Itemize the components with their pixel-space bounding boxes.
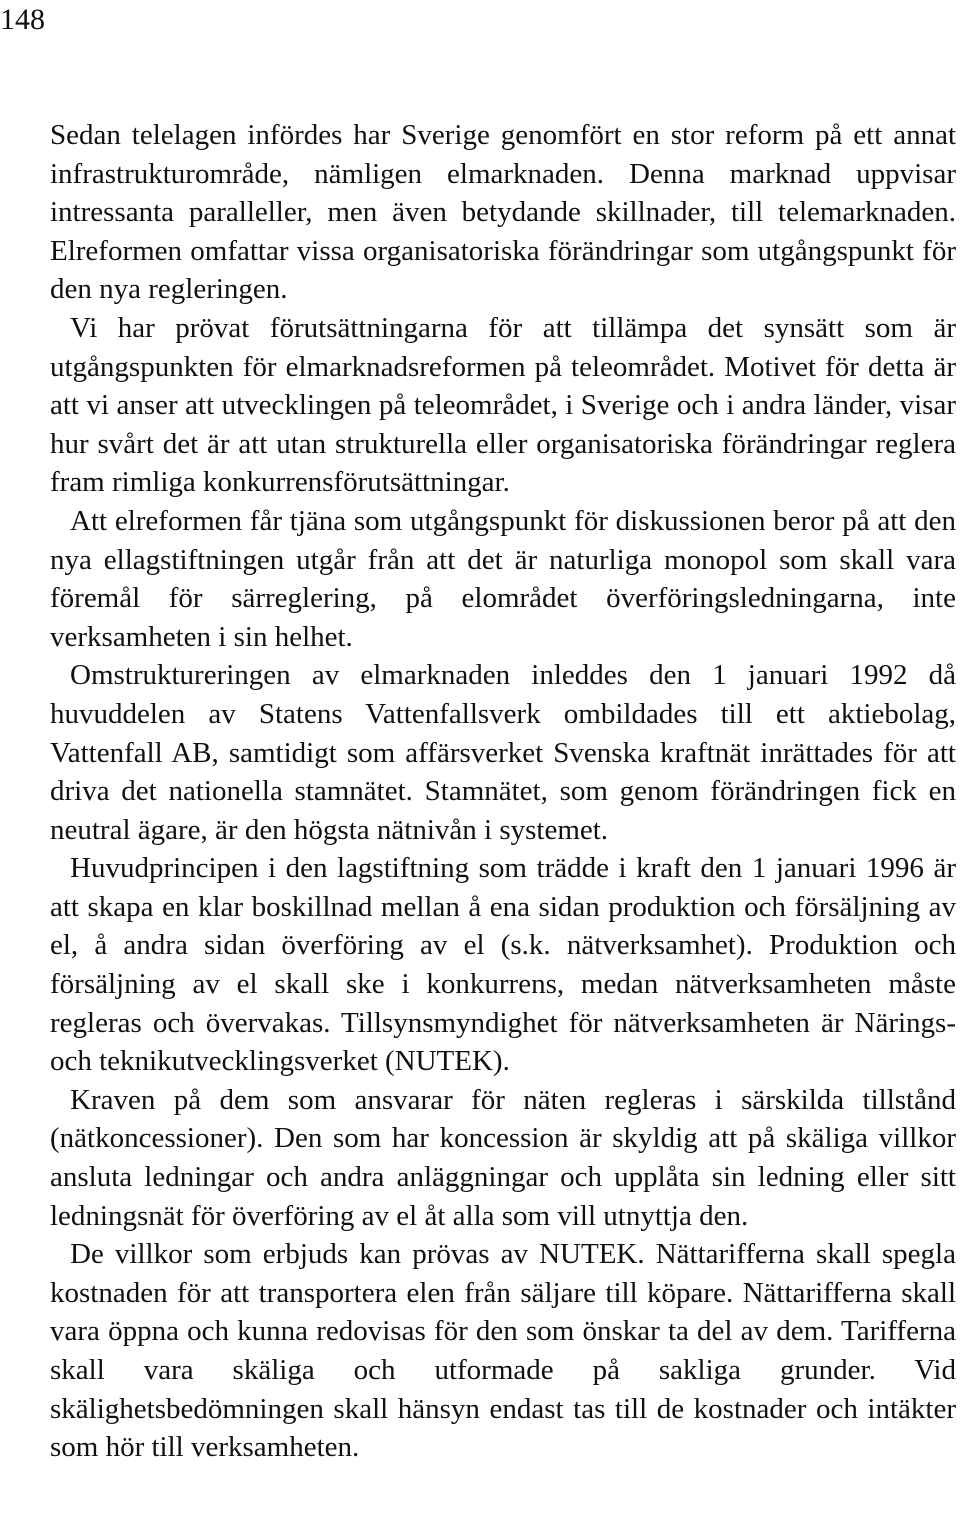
page-number: 148 <box>0 3 45 36</box>
paragraph: Kraven på dem som ansvarar för näten regleras i särskilda tillstånd (nätkoncessioner). Den som har koncession är skyldig att på skäliga villkor ansluta ledningar och andra anläggningar och upplåta sin ledning eller sitt ledningsnät för överföring av el åt alla som vill utnyttja den. <box>50 1083 956 1232</box>
paragraph: De villkor som erbjuds kan prövas av NUTEK. Nättarifferna skall spegla kostnaden för att transportera elen från säljare till köpare. Nättarifferna skall vara öppna och kunna redovisas för den som önskar ta del av dem. Tarifferna skall vara skäliga och utformade på sakliga grunder. Vid skälighetsbedömningen skall hänsyn endast tas till de kostnader och intäkter som hör till verksamheten. <box>50 1238 956 1464</box>
paragraph: Vi har prövat förutsättningarna för att tillämpa det synsätt som är utgångspunkten för elmarknadsreformen på teleområdet. Motivet för detta är att vi anser att utvecklingen på teleområdet, i Sverige och i andra länder, visar hur svårt det är att utan strukturella eller organisatoriska förändringar reglera fram rimliga konkurrensförutsättningar. <box>50 311 956 499</box>
paragraph: Sedan telelagen infördes har Sverige genomfört en stor reform på ett annat infrastrukturområde, nämligen elmarknaden. Denna marknad uppvisar intressanta paralleller, men även betydande skillnader, till telemarknaden. Elreformen omfattar vissa organisatoriska förändringar som utgångspunkt för den nya regleringen. <box>50 119 956 306</box>
body-text <box>50 116 956 1467</box>
paragraph: Huvudprincipen i den lagstiftning som trädde i kraft den 1 januari 1996 är att skapa en klar boskillnad mellan å ena sidan produktion och försäljning av el, å andra sidan överföring av el (s.k. nätverksamhet). Produktion och försäljning av el skall ske i konkurrens, medan nätverksamheten måste regleras och övervakas. Tillsynsmyndighet för nätverksamheten är Närings- och teknikutvecklingsverket (NUTEK). <box>50 852 956 1078</box>
paragraph: Att elreformen får tjäna som utgångspunkt för diskussionen beror på att den nya ellagstiftningen utgår från att det är naturliga monopol som skall vara föremål för särreglering, på elområdet överföringsledningarna, inte verksamheten i sin helhet. <box>50 504 956 653</box>
paragraph: Omstruktureringen av elmarknaden inleddes den 1 januari 1992 då huvuddelen av Statens Vattenfallsverk ombildades till ett aktiebolag, Vattenfall AB, samtidigt som affärsverket Svenska kraftnät inrättades för att driva det nationella stamnätet. Stamnätet, som genom förändringen fick en neutral ägare, är den högsta nätnivån i systemet. <box>50 659 956 846</box>
